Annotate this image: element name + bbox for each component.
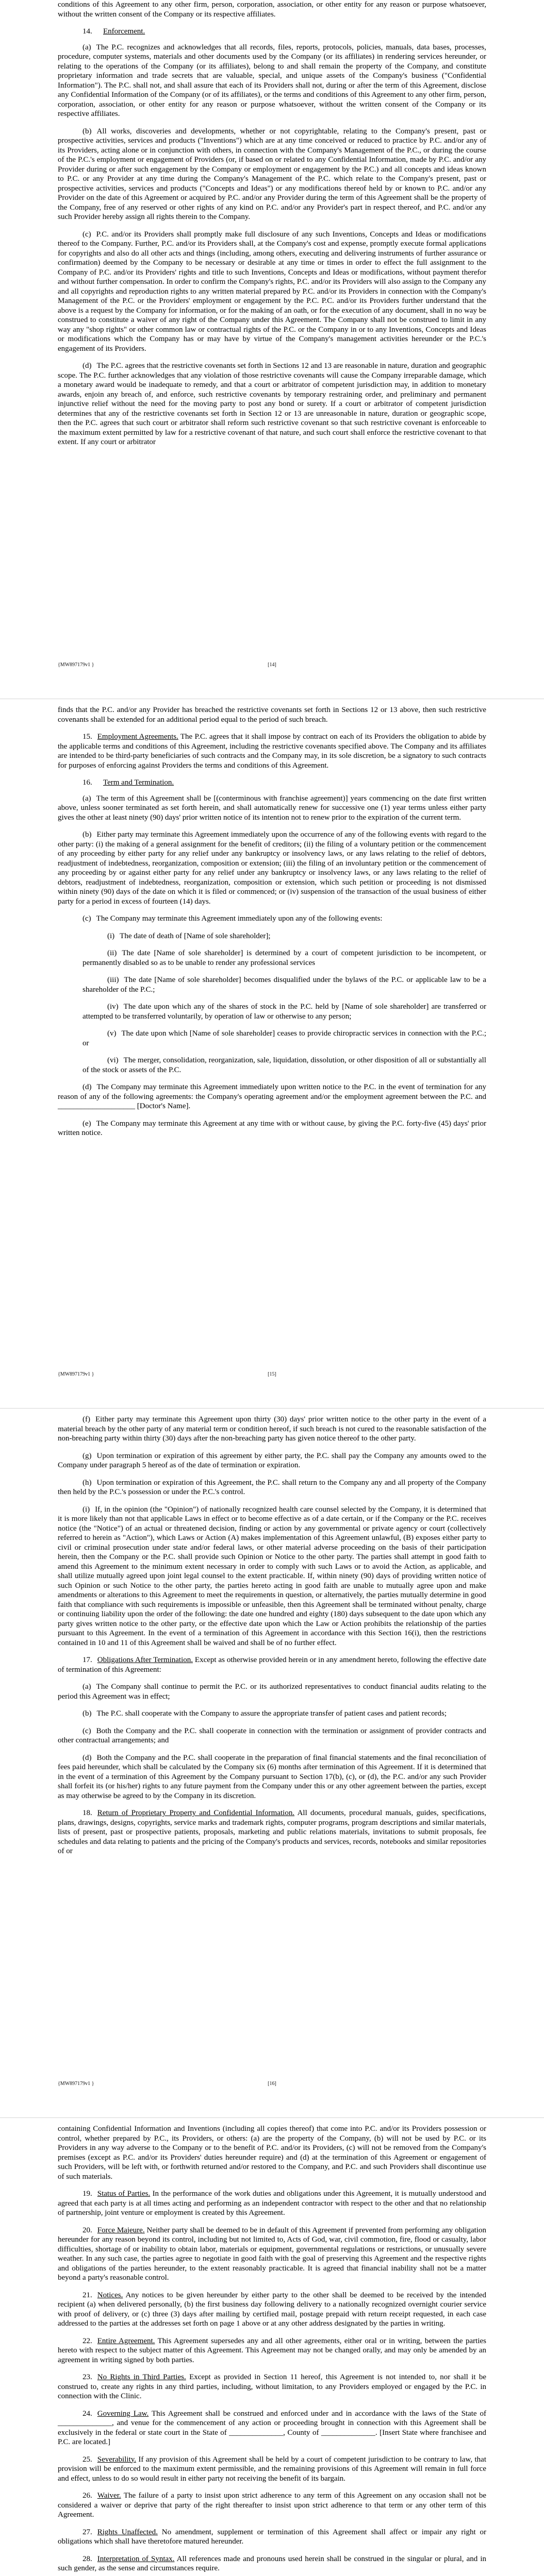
section-text: The failure of a party to insist upon strict adherence to any term of this Agreement on any occasion shall not be considered a waiver or deprive that party of the right thereafter to insist upon strict adherence to that term or any other term of this Agreement. <box>58 2492 487 2519</box>
sub-clause-label: (i) <box>107 931 115 940</box>
clause-text: The Company may terminate this Agreement immediately upon any of the following events: <box>96 914 383 923</box>
clause-paragraph <box>58 1709 486 1719</box>
clause-text: Both the Company and the P.C. shall cooperate in the preparation of final financial statements and the final reconciliation of fees paid hereunder, which shall be calculated by the Company six (6) months after termination of this Agreement. If it is determined that in the event of a termination of this Agreement by the Company pursuant to Section 17(b), (c), or (d), the P.C. and/or any such Provider shall forfeit its (or his/her) rights to any future payment from the Company under this or any other agreement between the parties, except as may otherwise be agreed to by the Company in its discretion. <box>58 1753 486 1800</box>
section-text: In the performance of the work duties and obligations under this Agreement, it is mutually understood and agreed that each party is at all times acting and performing as an independent contractor with respect to the other and that no relationship of partnership, joint venture or employment is created by this Agreement. <box>58 2190 486 2217</box>
clause-paragraph <box>58 1505 486 1648</box>
section-number: 14. <box>83 27 92 36</box>
clause-label: (c) <box>83 914 91 923</box>
section-heading <box>58 27 486 37</box>
section-title: Notices. <box>97 2291 123 2299</box>
paragraph: containing Confidential Information and Inventions (including all copies thereof) that come into P.C. and/or its Providers possession or control, whether prepared by P.C., its Providers, or others: (a) are the property of the Company, (b) will not be used by P.C. or its Providers in any way adverse to the Company or to the benefit of P.C. and/or its Providers, (c) will not be removed from the Company's premises (except as P.C. and/or its Providers' duties hereunder require) and (d) at the termination of this Agreement or engagement of such Providers, will be left with, or forthwith returned and/or restored to the Company, and P.C. and such Providers shall discontinue use of such materials. <box>58 2125 486 2181</box>
section-paragraph <box>58 2409 486 2447</box>
clause-label: (a) <box>83 794 91 803</box>
section-number: 21. <box>83 2291 92 2299</box>
section-paragraph <box>58 732 486 770</box>
section-title: Force Majeure. <box>97 2226 145 2234</box>
sub-clause-label: (iv) <box>107 1003 119 1011</box>
clause-text: Upon termination or expiration of this Agreement, the P.C. shall return to the Company any and all property of the Company then held by the P.C.'s possession or under the P.C.'s control. <box>58 1478 486 1496</box>
clause-text: The Company may terminate this Agreement at any time with or without cause, by giving the P.C. forty-five (45) days' prior written notice. <box>58 1119 486 1137</box>
section-number: 19. <box>83 2190 92 2198</box>
section-number: 28. <box>83 2554 92 2563</box>
section-number: 18. <box>83 1809 92 1817</box>
section-title: Return of Proprietary Property and Confidential Information. <box>97 1809 295 1817</box>
section-paragraph <box>58 2554 486 2573</box>
section-title: Status of Parties. <box>97 2190 151 2198</box>
section-paragraph <box>58 2372 486 2401</box>
section-title: Entire Agreement. <box>97 2336 155 2345</box>
sub-clause-text: The date of death of [Name of sole shareholder]; <box>120 931 271 940</box>
clause-label: (b) <box>83 1709 92 1718</box>
document-page <box>0 2118 544 2576</box>
sub-clause-text: The date upon which [Name of sole shareholder] ceases to provide chiropractic services in connection with the P.C.; or <box>83 1029 486 1047</box>
section-number: 24. <box>83 2409 92 2418</box>
clause-paragraph <box>58 230 486 354</box>
section-paragraph <box>58 2189 486 2218</box>
section-number: 15. <box>83 733 92 741</box>
section-paragraph <box>58 2455 486 2484</box>
sub-clause-label: (vi) <box>107 1056 119 1064</box>
clause-text: Upon termination or expiration of this agreement by either party, the P.C. shall pay the Company any amounts owed to the Company under paragraph 5 hereof as of the date of termination or expiration. <box>58 1451 486 1469</box>
section-number: 25. <box>83 2455 92 2464</box>
sub-clause-paragraph <box>58 1029 486 1048</box>
clause-paragraph <box>58 1451 486 1470</box>
section-paragraph <box>58 2491 486 2520</box>
clause-label: (a) <box>83 1683 91 1691</box>
clause-label: (b) <box>83 831 92 839</box>
clause-label: (g) <box>83 1451 92 1460</box>
clause-text: Either party may terminate this Agreement immediately upon the occurrence of any of the following events with regard to the other party: (i) the making of a general assignment for the benefit of creditors; (ii) the filing of a voluntary petition or the commencement of any proceeding by either party for any relief under any bankruptcy or insolvency laws, or any laws relating to the relief of debtors, readjustment of indebtedness, reorganization, composition or extension; (iii) the filing of an involuntary petition or the commencement of any proceeding by or against either party for any relief under any bankruptcy or insolvency laws, or any laws relating to the relief of debtors, readjustment of indebtedness, reorganization, composition or extension, which such petition or proceeding is not dismissed within ninety (90) days of the date on which it is filed or commenced; or (iv) suspension of the transaction of the usual business of either party for a period in excess of fourteen (14) days. <box>58 831 486 906</box>
clause-paragraph <box>58 1726 486 1745</box>
sub-clause-label: (iii) <box>107 976 119 984</box>
sub-clause-text: The date upon which any of the shares of stock in the P.C. held by [Name of sole shareholder] are transferred or attempted to be transferred voluntarily, by operation of law or otherwise to any person; <box>83 1003 486 1021</box>
section-paragraph <box>58 1808 486 1856</box>
section-number: 22. <box>83 2336 92 2345</box>
section-title: Obligations After Termination. <box>97 1656 193 1664</box>
clause-text: Both the Company and the P.C. shall cooperate in connection with the termination or assignment of provider contracts and other contractual arrangements; and <box>58 1726 486 1744</box>
section-number: 27. <box>83 2528 92 2536</box>
section-text: If any provision of this Agreement shall be held by a court of competent jurisdiction to be contrary to law, that provision will be enforced to the maximum extent permissible, and the remaining provisions of this Agreement will remain in full force and effect, unless to do so would result in either party not receiving the benefit of its bargain. <box>58 2455 486 2483</box>
clause-text: Either party may terminate this Agreement upon thirty (30) days' prior written notice to the other party in the event of a material breach by the other party of any material term or condition hereof, if such breach is not cured to the reasonable satisfaction of the non-breaching party within thirty (30) days after the non-breaching party has given notice thereof to the other party. <box>58 1415 486 1443</box>
clause-paragraph <box>58 794 486 823</box>
section-title: No Rights in Third Parties. <box>97 2373 186 2381</box>
clause-text: The P.C. recognizes and acknowledges that all records, files, reports, protocols, policies, manuals, data bases, processes, procedure, computer systems, materials and other documents used by the Company (or its affiliates) in rendering services hereunder, or relating to the operations of the Company (or its affiliates), belong to and shall remain the property of the Company, and constitute proprietary information and trade secrets that are valuable, special, and unique assets of the Company's business ("Confidential Information"). The P.C. shall not, and shall assure that each of its Providers shall not, during or after the term of this Agreement, disclose any Confidential Information of the Company (or of its affiliates), or the terms and conditions of this Agreement to any other firm, person, corporation, association, or other entity for any reason or purpose whatsoever, without the written consent of the Company or its respective affiliates. <box>58 43 486 118</box>
page-number: [15] <box>268 1371 276 1377</box>
section-text: All references made and pronouns used herein shall be construed in the singular or plural, and in such gender, as the sense and circumstances require. <box>58 2554 486 2572</box>
clause-text: The Company shall continue to permit the P.C. or its authorized representatives to conduct financial audits relating to the period this Agreement was in effect; <box>58 1683 486 1701</box>
section-title: Severability. <box>97 2455 137 2464</box>
document-page <box>0 1409 544 2117</box>
clause-text: The Company may terminate this Agreement immediately upon written notice to the P.C. in the event of termination for any reason of any of the following agreements: the Company's operating agreement and/or the employment agreement between the P.C. and ____________________ [Doctor's Name]. <box>58 1083 486 1110</box>
section-paragraph <box>58 2336 486 2365</box>
page-body <box>58 2124 486 2576</box>
section-number: 23. <box>83 2373 92 2381</box>
sub-clause-text: The merger, consolidation, reorganization, sale, liquidation, dissolution, or other disposition of all or substantially all of the stock or assets of the P.C. <box>83 1056 486 1074</box>
clause-paragraph <box>58 914 486 924</box>
sub-clause-text: The date [Name of sole shareholder] is determined by a court of competent jurisdiction to be incompetent, or permanently disabled so as to be unable to render any professional services <box>83 949 486 967</box>
clause-label: (c) <box>83 1726 91 1735</box>
section-text: The P.C. agrees that it shall impose by contract on each of its Providers the obligation to abide by the applicable terms and conditions of this Agreement, including the restrictive covenants specified above. The Company and its affiliates are intended to be third-party beneficiaries of such contracts and the Company may, in its sole discretion, be a signatory to such contracts for purposes of enforcing against Providers the terms and conditions of this Agreement. <box>58 733 486 770</box>
clause-text: All works, discoveries and developments, whether or not copyrightable, relating to the Company's present, past or prospective activities, services and products ("Inventions") which are at any time conceived or reduced to practice by P.C. and/or any of its Providers, acting alone or in conjunction with others, in connection with the Company's Management of the P.C., or during the course of the P.C.'s employment or engagement of Providers (or, if based on or related to any Confidential Information, made by P.C. and/or any Provider during or after such engagement by the Company or employment or engagement by the P.C.) and all concepts and ideas known to P.C. or any Provider at any time during the Company's Management of the P.C. which relate to the Company's present, past or prospective activities, services and products ("Concepts and Ideas") or any modifications thereof held by or known to P.C. and/or any Provider on the date of this Agreement or acquired by P.C. and/or any Provider during the term of this Agreement shall be the property of the Company, free of any reserved or other rights of any kind on P.C. and/or any Provider's part in respect thereof, and P.C. and/or any such Provider hereby assign all rights therein to the Company. <box>58 127 486 221</box>
document-id: {MW897179v1 } <box>58 662 94 668</box>
clause-paragraph <box>58 127 486 222</box>
page-number: [16] <box>268 2081 276 2087</box>
section-text: Any notices to be given hereunder by either party to the other shall be deemed to be received by the intended recipient (a) when delivered personally, (b) the first business day following delivery to a nationally recognized overnight courier service with proof of delivery, or (c) three (3) days after mailing by certified mail, postage prepaid with return receipt requested, in each case addressed to the parties at the addresses set forth on page 1 above or at any other address designated by the parties in writing. <box>58 2291 486 2328</box>
clause-text: If, in the opinion (the "Opinion") of nationally recognized health care counsel selected by the Company, it is determined that it is more likely than not that applicable Laws in effect or to become effective as of a date certain, or if the Company or the P.C. receives notice (the "Notice") of an actual or threatened decision, finding or action by any governmental or private agency or court (collectively referred to herein as "Action"), which Laws or Action (A) makes implementation of this Agreement unlawful, (B) exposes either party to civil or criminal prosecution under state and/or federal laws, or other material adverse proceeding on the basis of their participation herein, then the Company or the P.C. shall provide such Opinion or Notice to the other party. The parties shall attempt in good faith to amend this Agreement to the minimum extent necessary in order to comply with such Laws or to avoid the Action, as applicable, and shall utilize mutually agreed upon joint legal counsel to the extent practicable. If, within ninety (90) days of providing written notice of such Opinion or such Notice to the other party, the parties hereto acting in good faith are unable to mutually agree upon and make amendments or alterations to this Agreement to meet the requirements in question, or alternatively, the parties mutually determine in good faith that compliance with such requirements is impossible or unfeasible, then this Agreement shall be terminated without penalty, charge or continuing liability upon the order of the following: the date one hundred and eighty (180) days subsequent to the date upon which any party gives written notice to the other party, or the effective date upon which the Law or Action prohibits the relationship of the parties pursuant to this Agreement. In the event of a termination of this Agreement in accordance with this Section 16(i), then the restrictions contained in 10 and 11 of this Agreement shall be waived and shall be of no further effect. <box>58 1505 486 1647</box>
clause-paragraph <box>58 830 486 906</box>
clause-label: (i) <box>83 1505 90 1514</box>
section-heading <box>58 778 486 788</box>
section-text: Except as provided in Section 11 hereof, this Agreement is not intended to, nor shall it be construed to, create any rights in any third parties, including, without limitation, to any Providers employed or engaged by the P.C. in connection with the Clinic. <box>58 2373 487 2400</box>
sub-clause-paragraph <box>58 931 486 941</box>
page-body <box>58 0 486 455</box>
clause-label: (d) <box>83 1083 92 1091</box>
section-paragraph <box>58 2528 486 2547</box>
section-title: Waiver. <box>97 2492 121 2500</box>
section-number: 20. <box>83 2226 92 2234</box>
clause-paragraph <box>58 1119 486 1138</box>
document-id: {MW897179v1 } <box>58 2081 94 2087</box>
clause-paragraph <box>58 1415 486 1444</box>
section-text: All documents, procedural manuals, guides, specifications, plans, drawings, designs, copyrights, service marks and trademark rights, computer programs, program descriptions and similar materials, lists of present, past or prospective patients, proposals, marketing and public relations materials, invitations to submit proposals, fee schedules and data relating to patients and the pricing of the Company's products and services, records, notebooks and similar repositories of or <box>58 1809 486 1855</box>
sub-clause-text: The date [Name of sole shareholder] becomes disqualified under the bylaws of the P.C. or applicable law to be a shareholder of the P.C.; <box>83 976 486 994</box>
clause-label: (h) <box>83 1478 92 1487</box>
clause-text: The P.C. shall cooperate with the Company to assure the appropriate transfer of patient cases and patient records; <box>96 1709 447 1718</box>
section-number: 17. <box>83 1656 92 1664</box>
sub-clause-paragraph <box>58 975 486 994</box>
section-number: 26. <box>83 2492 92 2500</box>
clause-paragraph <box>58 1753 486 1801</box>
section-title: Enforcement. <box>103 27 145 36</box>
section-paragraph <box>58 1655 486 1674</box>
clause-text: The P.C. agrees that the restrictive covenants set forth in Sections 12 and 13 are reasonable in nature, duration and geographic scope. The P.C. further acknowledges that any violation of those restrictive covenants will cause the Company irreparable damage, which a monetary award would be inadequate to remedy, and that a court or arbitrator of competent jurisdiction may, in addition to monetary awards, enjoin any breach of, and enforce, such restrictive covenants by temporary restraining order, and preliminary and permanent injunctive relief without the need for the moving party to post any bond or surety. If a court or arbitrator of competent jurisdiction determines that any of the restrictive covenants set forth in Section 12 or 13 are unreasonable in nature, duration or geographic scope, then the P.C. agrees that such court or arbitrator shall reform such restrictive covenant so that such restrictive covenant is enforceable to the maximum extent permitted by law for a restrictive covenant of that nature, and such court shall enforce the restrictive covenant to that extent. If any court or arbitrator <box>58 362 486 446</box>
section-title: Employment Agreements. <box>97 733 178 741</box>
document-page <box>0 0 544 698</box>
clause-text: The term of this Agreement shall be [(conterminous with franchise agreement)] years commencing on the date first written above, unless sooner terminated as set forth herein, and shall automatically renew for successive one (1) year terms unless either party gives the other at least ninety (90) days' prior written notice of its intention not to renew prior to the expiration of the current term. <box>58 794 486 822</box>
section-paragraph <box>58 2226 486 2283</box>
page-number: [14] <box>268 662 276 668</box>
clause-paragraph <box>58 361 486 447</box>
paragraph: finds that the P.C. and/or any Provider has breached the restrictive covenants set forth in Sections 12 or 13 above, then such restrictive covenants shall be extended for an additional period equal to the period of such breach. <box>58 706 486 724</box>
clause-label: (c) <box>83 230 91 239</box>
section-title: Term and Termination. <box>103 778 174 787</box>
clause-label: (d) <box>83 1753 92 1762</box>
clause-label: (b) <box>83 127 92 135</box>
sub-clause-paragraph <box>58 1056 486 1075</box>
section-number: 16. <box>83 778 92 787</box>
document-id: {MW897179v1 } <box>58 1371 94 1377</box>
sub-clause-paragraph <box>58 1002 486 1021</box>
section-text: Neither party shall be deemed to be in default of this Agreement if prevented from performing any obligation hereunder for any reason beyond its control, including but not limited to, Acts of God, war, civil commotion, fire, flood or casualty, labor difficulties, shortage of or inability to obtain labor, materials or equipment, governmental regulations or restrictions, or unusually severe weather. In any such case, the parties agree to negotiate in good faith with the goal of preserving this Agreement and the respective rights and obligations of the parties hereunder, to the extent reasonably practicable. It is agreed that financial inability shall not be a matter beyond a party's reasonable control. <box>58 2226 486 2282</box>
sub-clause-label: (ii) <box>107 949 117 957</box>
sub-clause-paragraph <box>58 948 486 968</box>
sub-clause-label: (v) <box>107 1029 117 1038</box>
clause-label: (d) <box>83 362 92 370</box>
clause-text: P.C. and/or its Providers shall promptly make full disclosure of any such Inventions, Concepts and Ideas or modifications thereof to the Company. Further, P.C. and/or its Providers shall, at the Company's cost and expense, promptly execute formal applications for copyrights and also do all other acts and things (including, among others, executing and delivering instruments of further assurance or confirmation) deemed by the Company to be necessary or desirable at any time or times in order to effect the full assignment to the Company of P.C. and/or its Providers' rights and title to such Inventions, Concepts and Ideas or modifications, without payment therefor and without further compensation. In order to confirm the Company's rights, P.C. and/or its Providers will also assign to the Company any and all copyrights and reproduction rights to any written material prepared by P.C. and/or its Providers in connection with the Company's Management of the P.C. or the Providers' employment or engagement by the P.C. P.C. and/or its Providers further understand that the above is a request by the Company for information, or for the making of an oath, or for the execution of any document, shall in no way be construed to constitute a waiver of any right of the Company under this Agreement. The Company shall not be construed to limit in any way any "shop rights" or other common law or contractual rights of the P.C. or the Company in or to any Inventions, Concepts and Ideas or modifications which the Company has or may have by virtue of the Company's management activities hereunder or the P.C.'s engagement of its Providers. <box>58 230 486 353</box>
section-title: Interpretation of Syntax. <box>97 2554 175 2563</box>
clause-paragraph <box>58 1478 486 1497</box>
clause-paragraph <box>58 1082 486 1111</box>
clause-paragraph <box>58 1682 486 1701</box>
section-text: This Agreement supersedes any and all other agreements, either oral or in writing, between the parties hereto with respect to the subject matter of this Agreement. This Agreement may not be changed orally, and may only be amended by an agreement in writing signed by both parties. <box>58 2336 487 2364</box>
document-page <box>0 699 544 1408</box>
section-paragraph <box>58 2291 486 2329</box>
clause-label: (f) <box>83 1415 90 1423</box>
paragraph: conditions of this Agreement to any other firm, person, corporation, association, or other entity for any reason or purpose whatsoever, without the written consent of the Company or its respective affiliates. <box>58 1 486 19</box>
section-title: Rights Unaffected. <box>97 2528 158 2536</box>
clause-label: (e) <box>83 1119 91 1128</box>
section-title: Governing Law. <box>97 2409 149 2418</box>
page-body <box>58 705 486 1146</box>
clause-label: (a) <box>83 43 91 52</box>
section-text: This Agreement shall be construed and enforced under and in accordance with the laws of the State of ______________, and venue for the commencement of any action or proceeding brought in connection with this Agreement shall be exclusively in the federal or state court in the State of ______________, County of ______________. [Insert State where franchisee and P.C. are located.] <box>58 2409 486 2446</box>
clause-paragraph <box>58 43 486 119</box>
section-text: Except as otherwise provided herein or in any amendment hereto, following the effective date of termination of this Agreement: <box>58 1656 486 1674</box>
section-text: No amendment, supplement or termination of this Agreement shall affect or impair any right or obligations which shall have theretofore matured hereunder. <box>58 2528 487 2546</box>
page-body <box>58 1415 486 1864</box>
